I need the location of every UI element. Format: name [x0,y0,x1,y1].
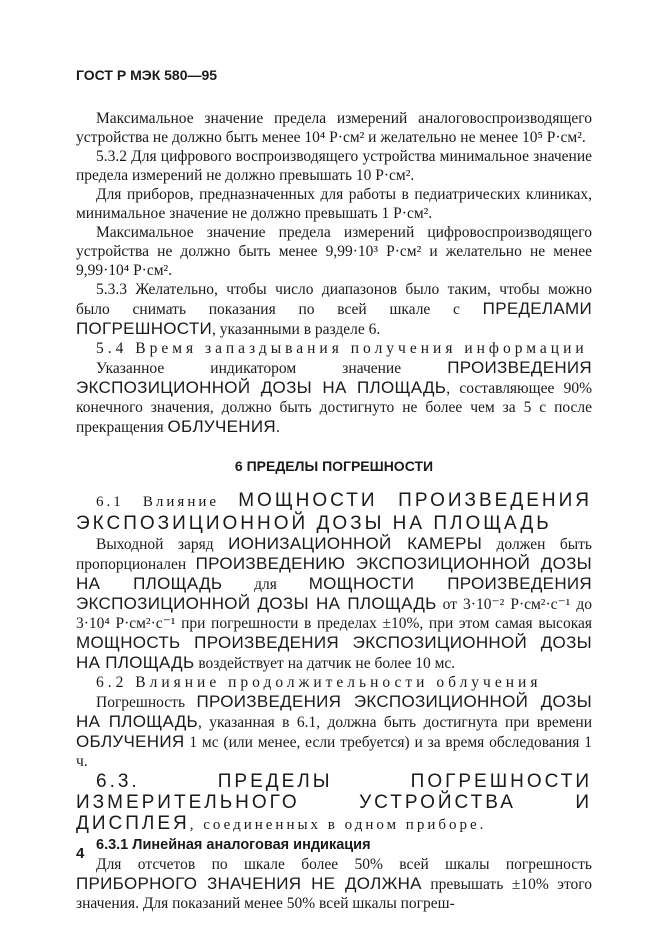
paragraph-max-digital: Максимальное значение предела измерений цифровоспроизводящего устройства не должно быть менее 9,99·10³ Р·см² и желательно не менее 9,99·10⁴ Р·см². [76,224,592,279]
heading-6-3: 6.3. ПРЕДЕЛЫ ПОГРЕШНОСТИ ИЗМЕРИТЕЛЬНОГО УСТРОЙСТВА И ДИСПЛЕЯ, соединенных в одном приборе. [76,771,592,834]
paragraph-linear-analog: Для отсчетов по шкале более 50% всей шкалы погрешность ПРИБОРНОГО ЗНАЧЕНИЯ НЕ ДОЛЖНА превышать ±10% этого значения. Для показаний менее 50% всей шкалы погреш- [76,856,592,912]
term-dap-rate-max: МОЩНОСТЬ ПРОИЗВЕДЕНИЯ ЭКСПОЗИЦИОННОЙ ДОЗЫ НА ПЛОЩАДЬ [76,633,592,672]
heading-6-2: 6.2 Влияние продолжительности облучения [96,674,542,691]
paragraph-indicated-value: Указанное индикатором значение ПРОИЗВЕДЕНИЯ ЭКСПОЗИЦИОННОЙ ДОЗЫ НА ПЛОЩАДЬ, составляющее 90% конечного значения, должно быть достигнуто не более чем за 5 с после прекращения ОБЛУЧЕНИЯ. [76,358,592,436]
term-limits-of-error: ПРЕДЕЛАМИ ПОГРЕШНОСТИ [76,299,592,338]
term-dap-error: ПРОИЗВЕДЕНИЯ ЭКСПОЗИЦИОННОЙ ДОЗЫ НА ПЛОЩАДЬ [76,692,592,731]
term-instrument-value: ПРИБОРНОГО ЗНАЧЕНИЯ НЕ ДОЛЖНА [76,874,422,893]
heading-6-1: 6.1 Влияние МОЩНОСТИ ПРОИЗВЕДЕНИЯ ЭКСПОЗИЦИОННОЙ ДОЗЫ НА ПЛОЩАДЬ [76,490,592,534]
term-irradiation-time: ОБЛУЧЕНИЯ [76,732,185,751]
term-dap: ПРОИЗВЕДЕНИЯ ЭКСПОЗИЦИОННОЙ ДОЗЫ НА ПЛОЩАДЬ [76,358,592,397]
term-dap-rate-range: МОЩНОСТИ ПРОИЗВЕДЕНИЯ ЭКСПОЗИЦИОННОЙ ДОЗЫ НА ПЛОЩАДЬ [76,574,592,613]
paragraph-5-3-3: 5.3.3 Желательно, чтобы число диапазонов было таким, чтобы можно было снимать показания по всей шкале с ПРЕДЕЛАМИ ПОГРЕШНОСТИ, указанными в разделе 6. [76,281,592,338]
term-dap-proportional: ПРОИЗВЕДЕНИЮ ЭКСПОЗИЦИОННОЙ ДОЗЫ НА ПЛОЩАДЬ [76,554,593,593]
heading-5-4: 5.4 Время запаздывания получения информации [96,340,588,357]
term-dap-rate: МОЩНОСТИ ПРОИЗВЕДЕНИЯ ЭКСПОЗИЦИОННОЙ ДОЗЫ НА ПЛОЩАДЬ [76,490,592,534]
paragraph-pediatric: Для приборов, предназначенных для работы в педиатрических клиниках, минимальное значение не должно превышать 1 Р·см². [76,186,592,222]
paragraph-5-3-2: 5.3.2 Для цифрового воспроизводящего устройства минимальное значение предела измерений не должно превышать 10 Р·см². [76,148,592,184]
paragraph-max-analog: Максимальное значение предела измерений аналоговоспроизводящего устройства не должно быть менее 10⁴ Р·см² и желательно не менее 10⁵ Р·см². [76,110,592,146]
section-6-title: 6 ПРЕДЕЛЫ ПОГРЕШНОСТИ [234,458,434,474]
heading-6-3-1: 6.3.1 Линейная аналоговая индикация [96,837,371,853]
document-page [76,66,592,913]
term-ionization-chamber: ИОНИЗАЦИОННОЙ КАМЕРЫ [228,534,483,553]
term-limits-measuring-display: ПРЕДЕЛЫ ПОГРЕШНОСТИ ИЗМЕРИТЕЛЬНОГО УСТРОЙСТВА И ДИСПЛЕЯ [76,771,592,834]
page-number: 4 [76,845,85,862]
paragraph-output-charge: Выходной заряд ИОНИЗАЦИОННОЙ КАМЕРЫ должен быть пропорционален ПРОИЗВЕДЕНИЮ ЭКСПОЗИЦИОННОЙ ДОЗЫ НА ПЛОЩАДЬ для МОЩНОСТИ ПРОИЗВЕДЕНИЯ ЭКСПОЗИЦИОННОЙ ДОЗЫ НА ПЛОЩАДЬ от 3·10⁻² Р·см²·с⁻¹ до 3·10⁴ Р·см²·с⁻¹ при погрешности в пределах ±10%, при этом самая высокая МОЩНОСТЬ ПРОИЗВЕДЕНИЯ ЭКСПОЗИЦИОННОЙ ДОЗЫ НА ПЛОЩАДЬ воздействует на датчик не более 10 мс. [76,534,593,672]
paragraph-error-duration: Погрешность ПРОИЗВЕДЕНИЯ ЭКСПОЗИЦИОННОЙ ДОЗЫ НА ПЛОЩАДЬ, указанная в 6.1, должна быть достигнута при времени ОБЛУЧЕНИЯ 1 мс (или менее, если требуется) и за время обследования 1 ч. [76,692,592,770]
term-irradiation: ОБЛУЧЕНИЯ [167,417,276,436]
document-header: ГОСТ Р МЭК 580—95 [76,67,218,83]
